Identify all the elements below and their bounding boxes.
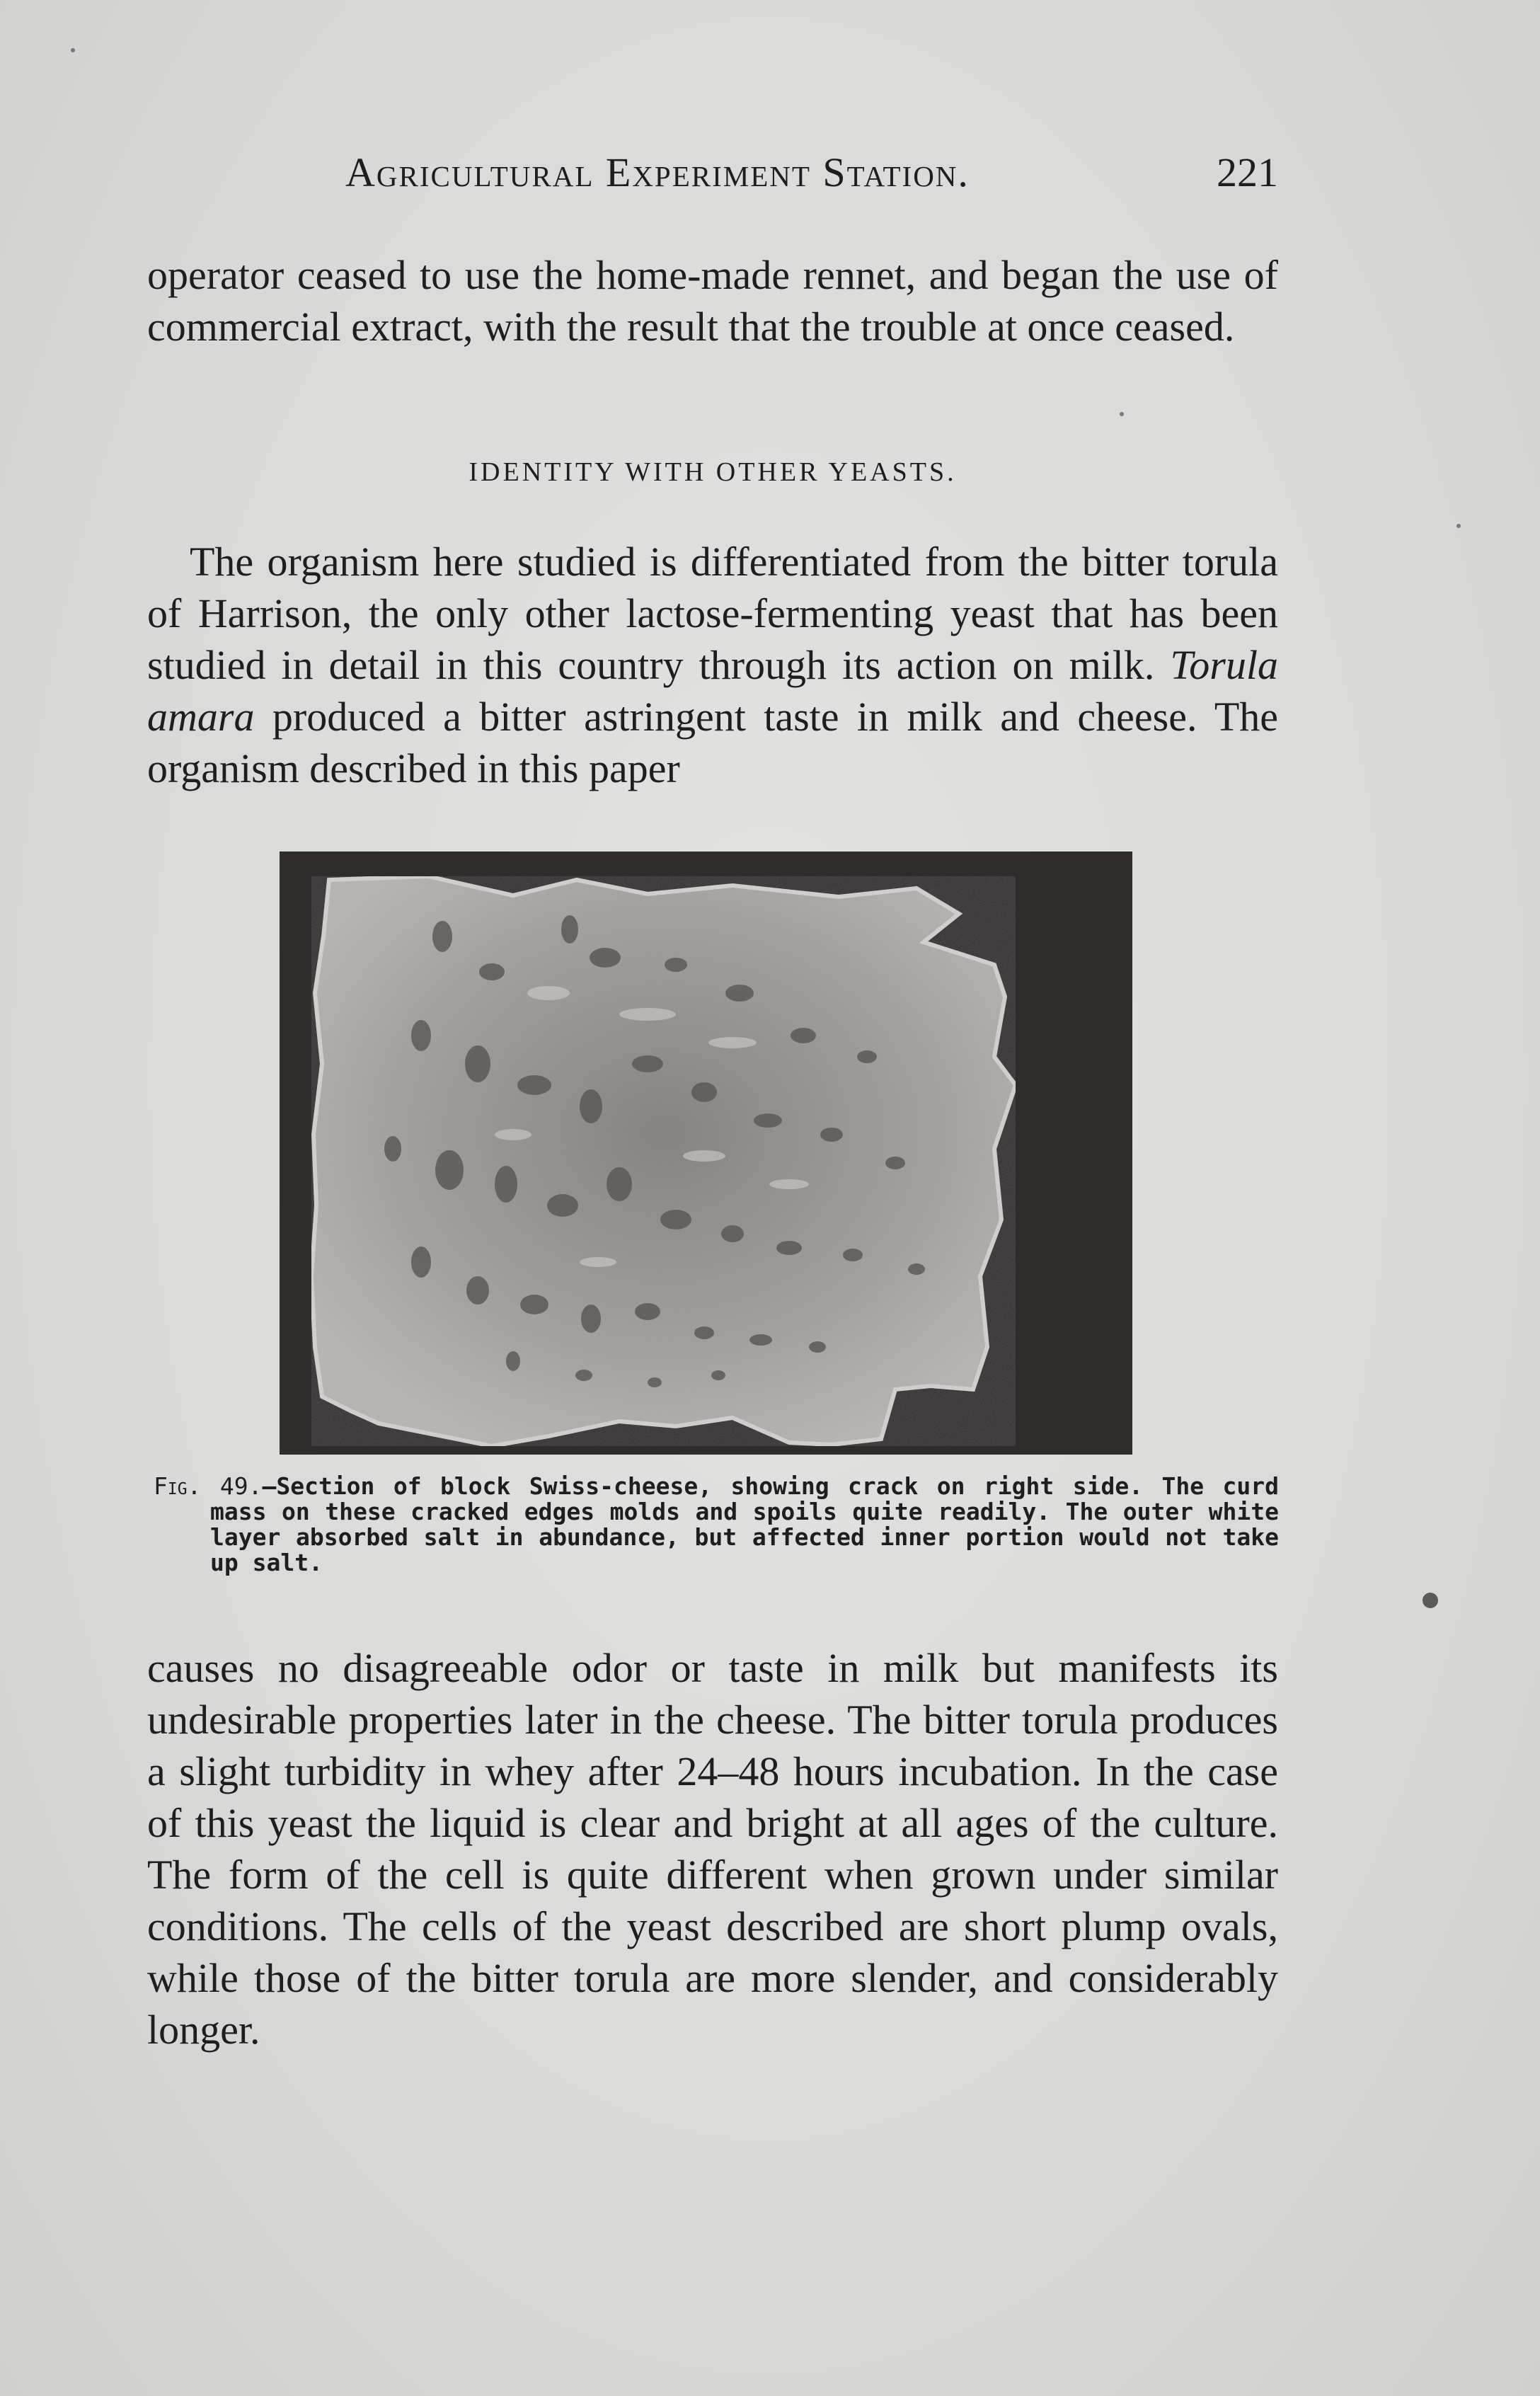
paragraph-mid bbox=[147, 536, 1278, 794]
section-heading: IDENTITY WITH OTHER YEASTS. bbox=[469, 457, 957, 487]
paragraph-mid-before: The organism here studied is differentiated from the bitter torula of Harrison, the only other lactose-fermenting yeast that has been studied in detail in this country through its action on milk. bbox=[147, 539, 1278, 688]
paragraph-top-text: operator ceased to use the home-made rennet, and began the use of commercial extract, with the result that the trouble at once ceased. bbox=[147, 252, 1278, 350]
running-header bbox=[147, 149, 1278, 205]
cheese-section-image bbox=[280, 852, 1132, 1455]
margin-speck bbox=[71, 48, 75, 52]
margin-speck bbox=[1120, 412, 1124, 416]
margin-speck bbox=[1456, 524, 1461, 528]
species-name-italic: Torula amara bbox=[147, 642, 1278, 740]
margin-ink-spot bbox=[1423, 1593, 1438, 1608]
paragraph-mid-text bbox=[147, 536, 1278, 794]
paragraph-mid-after: produced a bitter astringent taste in milk and cheese. The organism described in this paper bbox=[147, 694, 1278, 791]
paragraph-bottom bbox=[147, 1642, 1278, 2056]
cheese-slab bbox=[311, 876, 1016, 1446]
paragraph-bottom-text: causes no disagreeable odor or taste in milk but manifests its undesirable properties later in the cheese. The bitter torula produces a slight turbidity in whey after 24–48 hours incubation. In the case of this yeast the liquid is clear and bright at all ages of the culture. The form of the cell is quite different when grown under similar conditions. The cells of the yeast described are short plump ovals, while those of the bitter torula are more slender, and considerably longer. bbox=[147, 1645, 1278, 2053]
figure-caption bbox=[154, 1474, 1279, 1576]
running-title: Agricultural Experiment Station. bbox=[345, 149, 970, 195]
figure-caption-text: —Section of block Swiss-cheese, showing crack on right side. The curd mass on these cracked edges molds and spoils quite readily. The outer white layer absorbed salt in abundance, but affected inner portion would not take up salt. bbox=[210, 1472, 1279, 1576]
paragraph-top bbox=[147, 249, 1278, 352]
figure-label: Fig. 49. bbox=[154, 1472, 263, 1500]
page-number: 221 bbox=[1217, 149, 1278, 195]
cheese-photograph bbox=[280, 852, 1132, 1455]
